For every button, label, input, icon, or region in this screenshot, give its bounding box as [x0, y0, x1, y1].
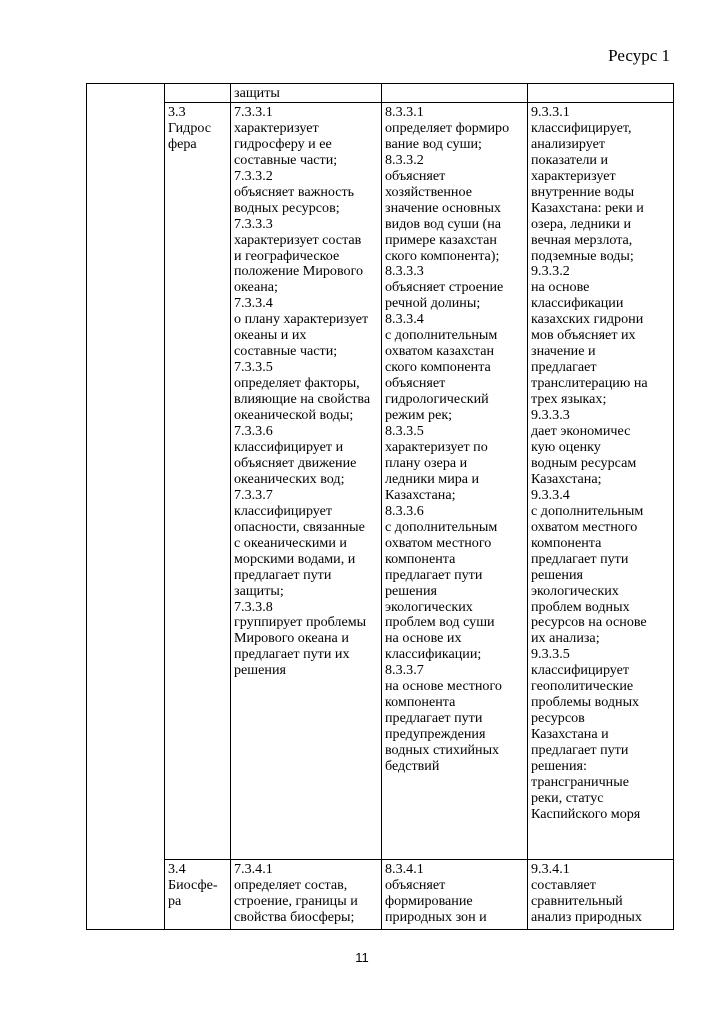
cell-text-line: Казахстана: реки и [531, 199, 644, 216]
cell-text-line: анализирует [531, 135, 605, 152]
cell-text-line: характеризует [234, 119, 319, 136]
cell-text-line: классифицирует [234, 502, 333, 519]
cell-text-line: Гидрос [168, 119, 212, 136]
cell-text-line: компонента [385, 550, 456, 567]
cell-text-line: ресурсов на основе [531, 614, 647, 631]
cell-text-line: и географическое [234, 247, 340, 264]
cell-text-line: составные части; [234, 343, 338, 360]
cell-text-line: решения [234, 662, 286, 679]
cell-text-line: сравнительный [531, 892, 623, 909]
cell-text-line: составные части; [234, 151, 338, 168]
cell-text-line: ского компонента [385, 359, 491, 376]
cell-text-line: Казахстана и [531, 726, 609, 743]
cell-text-line: их анализа; [531, 630, 600, 647]
cell-text-line: транслитерацию на [531, 375, 648, 392]
cell-text-line: решения [531, 566, 583, 583]
cell-text-line: классифицирует, [531, 119, 632, 136]
cell-text-line: классифицирует и [234, 438, 344, 455]
cell-text-line: объясняет строение [385, 279, 504, 296]
cell-text-line: предлагает пути [234, 566, 332, 583]
cell-text-line: 9.3.4.1 [531, 860, 570, 877]
grade7-objectives-cell [231, 102, 382, 859]
cell-text-line: свойства биосферы; [234, 908, 355, 925]
cell-text-line: океанических вод; [234, 470, 345, 487]
cell-text-line: экологических [531, 582, 619, 599]
cell-text-line: характеризует [531, 167, 616, 184]
cell-text-line: объясняет [385, 167, 446, 184]
cell-text-line: с дополнительным [531, 502, 644, 519]
cell-text-line: о плану характеризует [234, 311, 369, 328]
cell-text-line: 8.3.3.6 [385, 502, 424, 519]
cell-text-line: 8.3.3.2 [385, 151, 424, 168]
cell-text-line: гидросферу и ее [234, 135, 332, 152]
cell-text-line: характеризует по [385, 438, 488, 455]
cell-text-line: 8.3.3.5 [385, 423, 424, 440]
cell-text-line: океанической воды; [234, 407, 354, 424]
section-cell [165, 859, 231, 929]
cell-text-line: составляет [531, 876, 596, 893]
cell-text-line: 8.3.3.1 [385, 103, 424, 120]
cell-text-line: водных ресурсов; [234, 199, 340, 216]
cell-text-line: ледники мира и [385, 470, 480, 487]
cell-text-line: определяет факторы, [234, 375, 360, 392]
cell-text-line: положение Мирового [234, 263, 364, 280]
cell-text-line: на основе [531, 279, 590, 296]
cell-text-line: трансграничные [531, 773, 629, 790]
cell-text-line: 7.3.3.3 [234, 215, 273, 232]
cell-text-line: бедствий [385, 758, 440, 775]
cell-text-line: 9.3.3.3 [531, 407, 570, 424]
grade9-objectives-cell [528, 102, 674, 859]
cell-text-line: 7.3.3.1 [234, 103, 273, 120]
cell-text-line: классификации; [385, 646, 482, 663]
cell-text-line: 8.3.3.3 [385, 263, 424, 280]
cell-text-line: определяет состав, [234, 876, 348, 893]
cell-text-line: 7.3.3.4 [234, 295, 273, 312]
cell-text-line: определяет формиро [385, 119, 510, 136]
cell-text-line: объясняет важность [234, 183, 355, 200]
cell-text-line: геополитические [531, 678, 634, 695]
cell-text-line: океаны и их [234, 327, 307, 344]
empty-grade9-cell [528, 84, 674, 103]
cell-text-line: дает экономичес [531, 423, 631, 440]
cell-text-line: Мирового океана и [234, 630, 349, 647]
cell-text-line: ресурсов [531, 710, 585, 727]
cell-text-line: режим рек; [385, 407, 453, 424]
cell-text-line: с дополнительным [385, 327, 498, 344]
cell-text-line: характеризует состав [234, 231, 362, 248]
cell-text-line: экологических [385, 598, 473, 615]
empty-grade8-cell [382, 84, 528, 103]
cell-text-line: строение, границы и [234, 892, 358, 909]
cell-text-line: 9.3.3.5 [531, 646, 570, 663]
cell-text-line: предупреждения [385, 726, 486, 743]
cell-text-line: проблем вод суши [385, 614, 495, 631]
cell-text-line: трех языках; [531, 391, 607, 408]
cell-text-line: подземные воды; [531, 247, 634, 264]
resource-label: Ресурс 1 [608, 46, 670, 65]
cell-text-line: кую оценку [531, 438, 601, 455]
cell-text-line: объясняет движение [234, 454, 357, 471]
cell-text-line: группирует проблемы [234, 614, 367, 631]
cell-text-line: предлагает пути [385, 710, 483, 727]
table-row-biosphere [87, 859, 674, 929]
cell-text-line: океана; [234, 279, 278, 296]
cell-text-line: морскими водами, и [234, 550, 356, 567]
cell-text-line: влияющие на свойства [234, 391, 371, 408]
empty-topic-cell [87, 84, 165, 930]
cell-text-line: 7.3.3.6 [234, 423, 273, 440]
cell-text-line: 9.3.3.2 [531, 263, 570, 280]
cell-text-line: 7.3.3.2 [234, 167, 273, 184]
cell-text-line: внутренние воды [531, 183, 635, 200]
grade7-objectives-cell [231, 859, 382, 929]
cell-text-line: 3.3 [168, 103, 186, 120]
cell-text-line: классификации [531, 295, 624, 312]
cell-text-line: предлагает пути [531, 550, 629, 567]
cell-text-line: водных стихийных [385, 742, 500, 759]
cell-text-line: формирование [385, 892, 473, 909]
cell-text-line: классифицирует [531, 662, 630, 679]
curriculum-table [86, 83, 674, 930]
cell-text-line: 9.3.3.1 [531, 103, 570, 120]
cell-text-line: примере казахстан [385, 231, 497, 248]
cell-text-line: хозяйственное [385, 183, 472, 200]
cell-text-line: казахских гидрони [531, 311, 644, 328]
cell-text-line: Казахстана; [531, 470, 602, 487]
cell-text-line: с океаническими и [234, 534, 347, 551]
grade8-objectives-cell [382, 859, 528, 929]
cell-text-line: объясняет [385, 375, 446, 392]
cell-text-line: решения: [531, 758, 587, 775]
cell-text-line: плану озера и [385, 454, 468, 471]
cell-text-line: значение основных [385, 199, 501, 216]
cell-text-line: охватом местного [531, 518, 638, 535]
cell-text-line: ра [168, 892, 182, 909]
cell-text-line: 8.3.3.7 [385, 662, 424, 679]
cell-text-line: мов объясняет их [531, 327, 636, 344]
cell-text-line: гидрологический [385, 391, 489, 408]
cell-text-line: реки, статус [531, 789, 604, 806]
grade8-objectives-cell [382, 102, 528, 859]
section-cell [165, 102, 231, 859]
cell-text-line: предлагает пути их [234, 646, 350, 663]
cell-text-line: 9.3.3.4 [531, 486, 570, 503]
cell-text-line: природных зон и [385, 908, 487, 925]
cell-text-line: 8.3.3.4 [385, 311, 424, 328]
cell-text-line: предлагает пути [531, 742, 629, 759]
cell-text-line: на основе их [385, 630, 462, 647]
grade9-objectives-cell [528, 859, 674, 929]
cell-text-line: вечная мерзлота, [531, 231, 633, 248]
cell-text-line: водным ресурсам [531, 454, 637, 471]
cell-text-line: компонента [385, 694, 456, 711]
cell-text-line: 7.3.4.1 [234, 860, 273, 877]
cell-text-line: охватом местного [385, 534, 492, 551]
cell-text-line: речной долины; [385, 295, 481, 312]
cell-text-line: предлагает [531, 359, 597, 376]
cell-text-line: проблемы водных [531, 694, 640, 711]
cell-text-line: показатели и [531, 151, 608, 168]
cell-text-line: вание вод суши; [385, 135, 482, 152]
cell-text-line: компонента [531, 534, 602, 551]
cell-text-line: защиты; [234, 582, 284, 599]
cell-text-line: Биосфе- [168, 876, 218, 893]
cell-text-line: Казахстана; [385, 486, 456, 503]
cell-text-line: охватом казахстан [385, 343, 495, 360]
cell-text-line: опасности, связанные [234, 518, 365, 535]
cell-text-line: 7.3.3.8 [234, 598, 273, 615]
empty-section-cell [165, 84, 231, 103]
cell-text-line: 7.3.3.7 [234, 486, 273, 503]
cell-text-line: значение и [531, 343, 596, 360]
table-row-hydrosphere [87, 102, 674, 859]
continuation-cell: защиты [231, 84, 382, 103]
cell-text-line: ского компонента); [385, 247, 500, 264]
cell-text-line: с дополнительным [385, 518, 498, 535]
table-row-continuation [87, 84, 674, 103]
page-number: 11 [355, 950, 369, 965]
cell-text-line: на основе местного [385, 678, 502, 695]
cell-text-line: проблем водных [531, 598, 630, 615]
cell-text-line: 3.4 [168, 860, 186, 877]
cell-text-line: Каспийского моря [531, 805, 641, 822]
cell-text-line: решения [385, 582, 437, 599]
cell-text-line: 7.3.3.5 [234, 359, 273, 376]
cell-text-line: 8.3.4.1 [385, 860, 424, 877]
cell-text-line: объясняет [385, 876, 446, 893]
cell-text-line: анализ природных [531, 908, 642, 925]
cell-text-line: фера [168, 135, 197, 152]
cell-text-line: предлагает пути [385, 566, 483, 583]
cell-text-line: озера, ледники и [531, 215, 632, 232]
cell-text-line: видов вод суши (на [385, 215, 502, 232]
